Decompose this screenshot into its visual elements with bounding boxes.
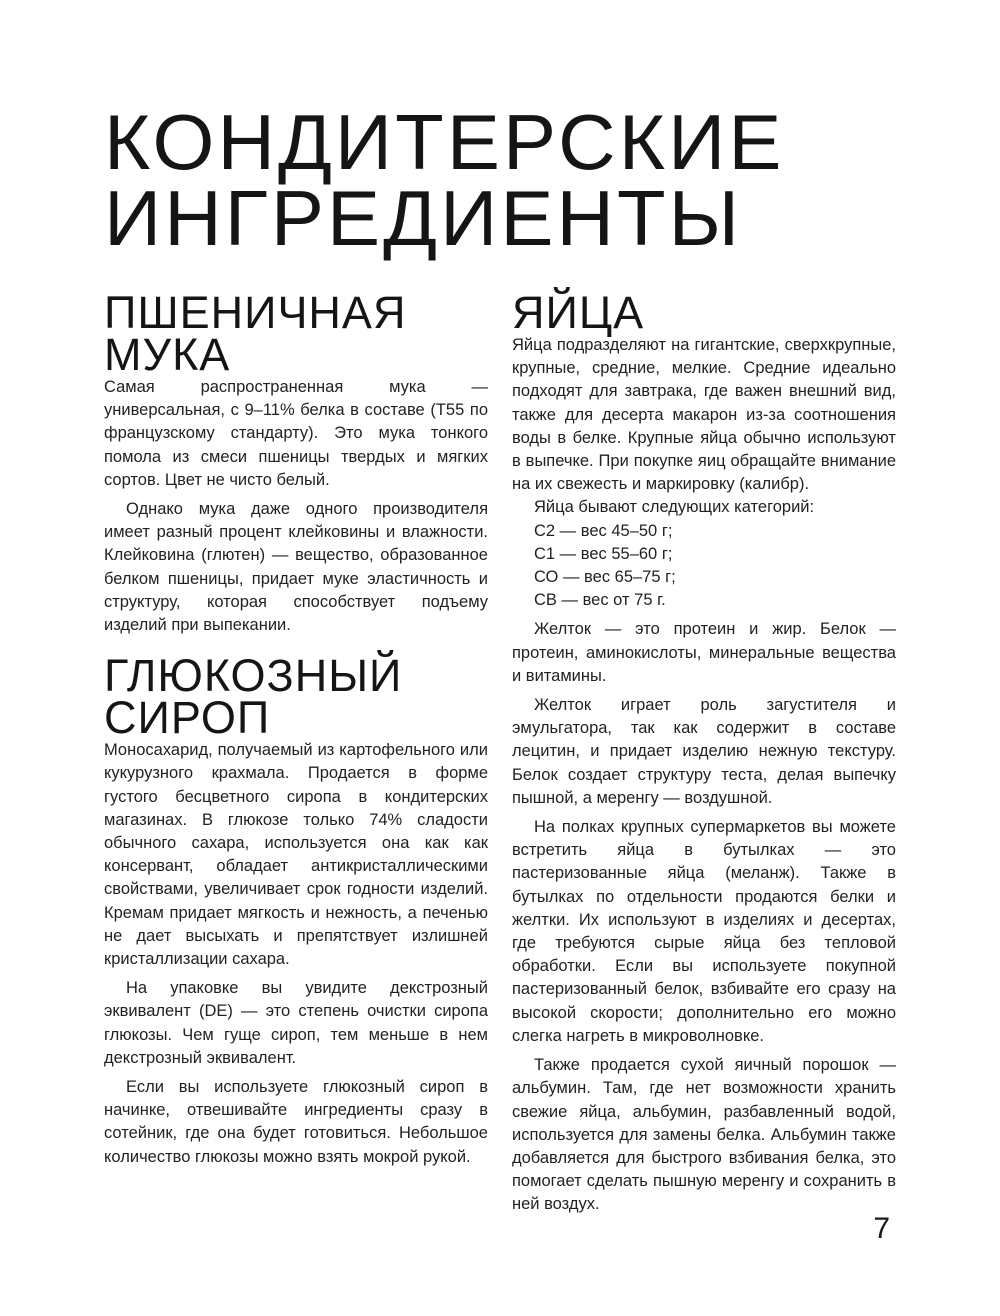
heading-syrup-line-1: ГЛЮКОЗНЫЙ: [104, 650, 403, 702]
section-body-eggs: [512, 334, 896, 1217]
egg-category-c2: С2 — вес 45–50 г;: [534, 521, 673, 540]
heading-flour-line-1: ПШЕНИЧНАЯ: [104, 287, 407, 338]
page-title: [104, 98, 785, 262]
section-body-syrup: [104, 739, 488, 1169]
egg-category-c1: С1 — вес 55–60 г;: [534, 544, 673, 563]
egg-category-cb: СВ — вес от 75 г.: [534, 591, 666, 610]
section-heading-eggs: [512, 287, 896, 338]
egg-category-co: СО — вес 65–75 г;: [534, 568, 676, 587]
section-body-flour: [104, 376, 488, 637]
paragraph: Также продается сухой яичный порошок — альбумин. Там, где нет возможности хранить свежие яйца, альбумин, разбавленный водой, используется для замены белка. Альбумин также добавляется для быстрого взбивания белка, это помогает сделать пышную меренгу и сохранить в ней воздух.: [512, 1056, 896, 1214]
left-column: [104, 287, 488, 1169]
heading-eggs-line-1: ЯЙЦА: [512, 287, 645, 338]
egg-categories-intro: Яйца бывают следующих категорий:: [534, 498, 815, 517]
paragraph: Яйца подразделяют на гигантские, сверхкрупные, крупные, средние, мелкие. Средние идеально подходят для завтрака, где важен внешний вид, также для десерта макарон из-за соотношения воды в белке. Крупные яйца обычно используют в выпечке. При покупке яиц обращайте внимание на их свежесть и маркировку (калибр).: [512, 336, 896, 494]
section-heading-syrup: [104, 650, 488, 744]
section-heading-flour: [104, 287, 488, 380]
heading-flour-line-2: МУКА: [104, 329, 231, 380]
paragraph: На полках крупных супермаркетов вы можете встретить яйца в бутылках — это пастеризованные яйца (меланж). Также в бутылках по отдельности продаются белки и желтки. Их используют в изделиях и десертах, где требуются сырые яйца без тепловой обработки. Если вы используете покупной пастеризованный белок, взбивайте его сразу на высокой скорости; дополнительно его можно слегка нагреть в микроволновке.: [512, 818, 896, 1045]
page-title-line-2: ИНГРЕДИЕНТЫ: [104, 174, 743, 262]
paragraph: На упаковке вы увидите декстрозный эквивалент (DE) — это степень очистки сиропа глюкозы. Чем гуще сироп, тем меньше в нем декстрозный эквивалент.: [104, 979, 488, 1067]
paragraph: Однако мука даже одного производителя имеет разный процент клейковины и влажности. Клейковина (глютен) — вещество, образованное белком пшеницы, придает муке эластичность и структуру, которая способствует подъему изделий при выпекании.: [104, 500, 488, 635]
page-title-line-1: КОНДИТЕРСКИЕ: [104, 98, 785, 186]
right-column: [512, 287, 896, 1217]
section-eggs: [512, 287, 896, 1217]
paragraph: Моносахарид, получаемый из картофельного или кукурузного крахмала. Продается в форме густого бесцветного сиропа в кондитерских магазинах. В глюкозе только 74% сладости обычного сахара, используется она как как консервант, обладает антикристаллическими свойствами, увеличивает срок годности изделий. Кремам придает мягкость и нежность, а печенью не дает высыхать и препятствует излишней кристаллизации сахара.: [104, 741, 488, 969]
paragraph: Желток играет роль загустителя и эмульгатора, так как содержит в составе лецитин, и придает изделию нежную текстуру. Белок создает структуру теста, делая выпечку пышной, а меренгу — воздушной.: [512, 696, 896, 807]
paragraph: Если вы используете глюкозный сироп в начинке, отвешивайте ингредиенты сразу в сотейник, где она будет готовиться. Небольшое количество глюкозы можно взять мокрой рукой.: [104, 1078, 488, 1166]
paragraph: Желток — это протеин и жир. Белок — протеин, аминокислоты, минеральные вещества и витамины.: [512, 620, 896, 685]
paragraph: Самая распространенная мука — универсальная, с 9–11% белка в составе (T55 по французскому стандарту). Это мука тонкого помола из смеси пшеницы твердых и мягких сортов. Цвет не чисто белый.: [104, 378, 488, 489]
section-flour: [104, 287, 488, 637]
page-number: 7: [873, 1212, 890, 1245]
section-syrup: [104, 650, 488, 1169]
heading-syrup-line-2: СИРОП: [104, 692, 271, 744]
